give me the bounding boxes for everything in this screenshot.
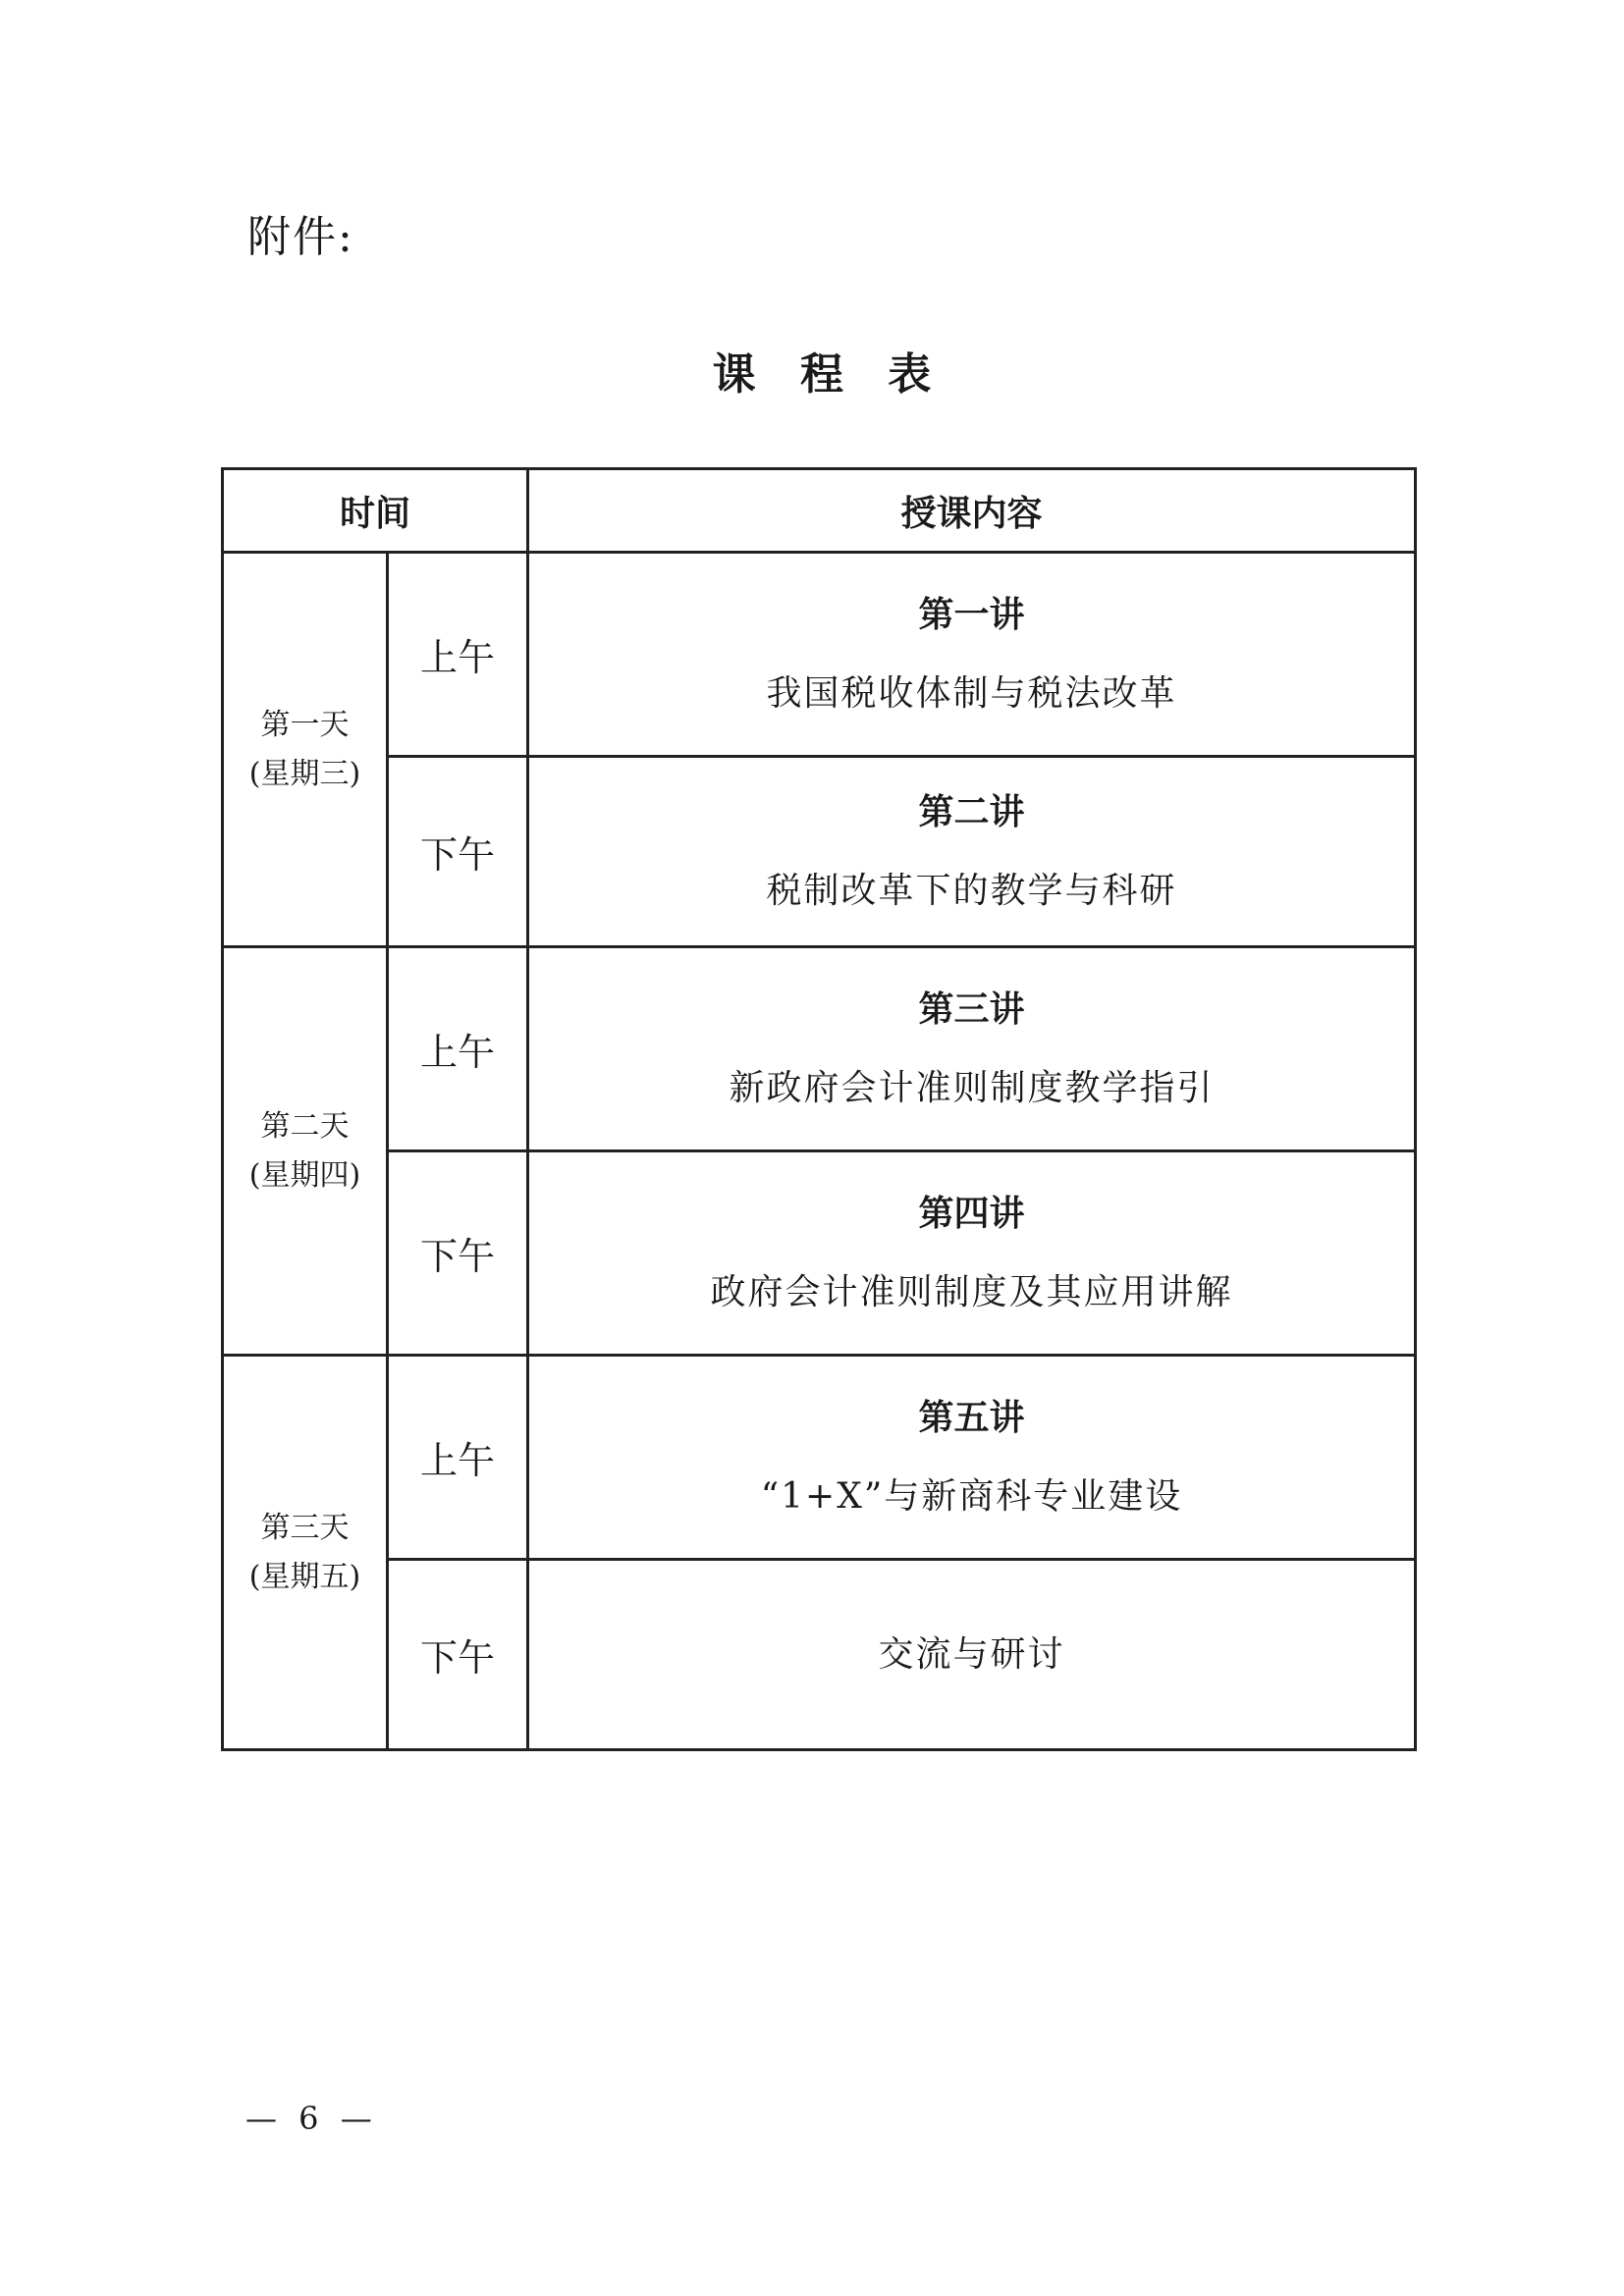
day-weekday: (星期四)	[248, 1157, 361, 1193]
day-weekday: (星期三)	[248, 756, 361, 791]
day-label: 第三天	[260, 1510, 350, 1545]
lecture-topic: 交流与研讨	[878, 1633, 1065, 1675]
table-row	[223, 947, 1416, 1151]
content-cell	[528, 1356, 1416, 1560]
period-cell: 上午	[388, 1356, 528, 1560]
page-number: — 6 —	[245, 2100, 378, 2137]
period-cell: 下午	[388, 1151, 528, 1356]
lecture-number: 第四讲	[918, 1193, 1025, 1234]
content-cell	[528, 757, 1416, 947]
table-header-row	[223, 469, 1416, 553]
table-row	[223, 1151, 1416, 1356]
day-cell	[223, 947, 388, 1356]
page-title: 课 程 表	[712, 349, 932, 400]
period-cell: 上午	[388, 947, 528, 1151]
header-time: 时间	[223, 469, 528, 553]
attachment-label: 附件:	[247, 212, 354, 262]
lecture-number: 第五讲	[918, 1397, 1025, 1438]
lecture-number: 第一讲	[918, 594, 1025, 635]
header-content: 授课内容	[528, 469, 1416, 553]
lecture-topic: 我国税收体制与税法改革	[766, 672, 1177, 714]
day-weekday: (星期五)	[248, 1559, 361, 1594]
lecture-topic: “1+X”与新商科专业建设	[760, 1475, 1183, 1517]
table-row	[223, 553, 1416, 757]
day-label: 第一天	[260, 707, 350, 742]
content-cell	[528, 1560, 1416, 1750]
content-cell	[528, 947, 1416, 1151]
lecture-topic: 税制改革下的教学与科研	[766, 870, 1177, 911]
day-label: 第二天	[260, 1108, 350, 1144]
period-cell: 下午	[388, 1560, 528, 1750]
period-cell: 上午	[388, 553, 528, 757]
period-cell: 下午	[388, 757, 528, 947]
content-cell	[528, 1151, 1416, 1356]
table-row	[223, 757, 1416, 947]
content-cell	[528, 553, 1416, 757]
day-cell	[223, 553, 388, 947]
lecture-number: 第二讲	[918, 791, 1025, 832]
lecture-number: 第三讲	[918, 988, 1025, 1030]
lecture-topic: 新政府会计准则制度教学指引	[729, 1067, 1215, 1108]
lecture-topic: 政府会计准则制度及其应用讲解	[710, 1271, 1233, 1312]
day-cell	[223, 1356, 388, 1750]
schedule-table	[221, 467, 1417, 1751]
table-row	[223, 1560, 1416, 1750]
table-row	[223, 1356, 1416, 1560]
